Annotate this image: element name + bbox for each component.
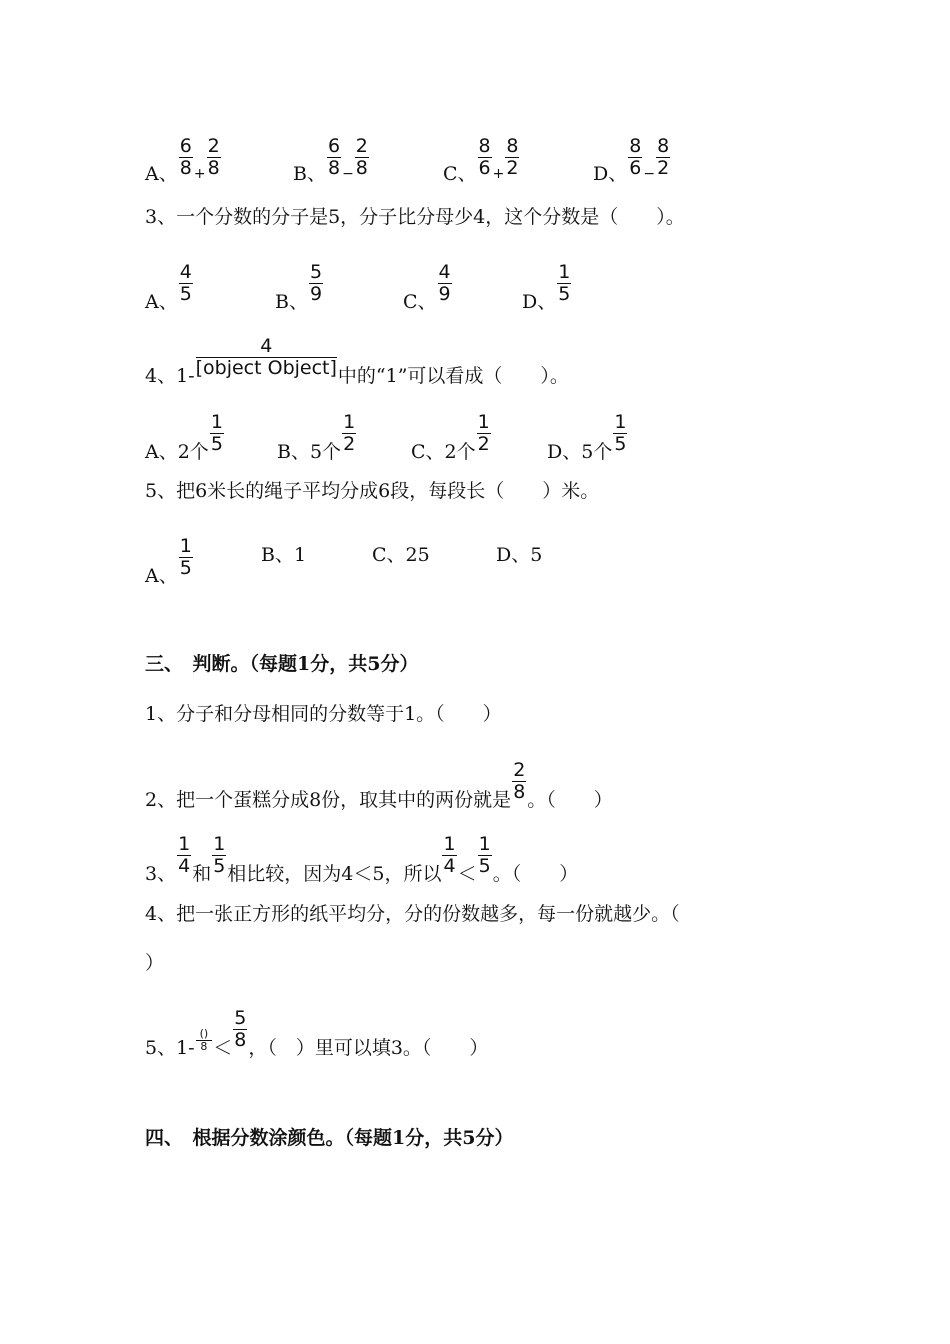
judge-4: 4、把一张正方形的纸平均分，分的份数越多，每一份就越少。（ bbox=[145, 903, 680, 925]
q3-question: 3、一个分数的分子是5，分子比分母少4，这个分数是（ ）。 bbox=[145, 206, 685, 228]
fraction: $\frac{1}{5}$ bbox=[558, 261, 571, 305]
q4-option-c[interactable]: C、2个 $\frac{1}{2}$ bbox=[411, 411, 490, 463]
fraction: $\frac{1}{2}$ bbox=[343, 411, 356, 455]
q4-option-d[interactable]: D、5个 $\frac{1}{5}$ bbox=[547, 411, 627, 463]
fraction: $\frac{6}{8}$ bbox=[179, 135, 192, 179]
q3-option-a[interactable]: A、 $\frac{4}{5}$ bbox=[145, 261, 192, 313]
q5-option-a[interactable]: A、 $\frac{1}{5}$ bbox=[145, 535, 192, 587]
judge-1: 1、分子和分母相同的分数等于1。（ ） bbox=[145, 703, 502, 725]
section3-title: 三、 判断。（每题1分，共5分） bbox=[145, 653, 419, 675]
fraction: $\frac{1}{5}$ bbox=[614, 411, 627, 455]
fraction: $\frac{1}{2}$ bbox=[477, 411, 490, 455]
fraction: $\frac{1}{5}$ bbox=[179, 535, 192, 579]
fraction: $\frac{4}{\text{[object Object]}}$ bbox=[195, 335, 337, 379]
fraction: $\frac{2}{8}$ bbox=[513, 759, 526, 803]
fraction: $\frac{2}{8}$ bbox=[207, 135, 220, 179]
q3-option-b[interactable]: B、 $\frac{5}{9}$ bbox=[275, 261, 323, 313]
fraction: $\frac{2}{8}$ bbox=[355, 135, 368, 179]
fraction: $\frac{()}{8}$ bbox=[196, 1028, 213, 1053]
q5-option-b[interactable]: B、1 bbox=[261, 544, 307, 566]
fraction: $\frac{1}{5}$ bbox=[213, 833, 226, 877]
judge-5: 5、1- $\frac{()}{8}$ ＜ $\frac{5}{8}$ ，（ ）里可以填3。（ ） bbox=[145, 1007, 489, 1059]
fraction: $\frac{8}{6}$ bbox=[629, 135, 642, 179]
judge-2: 2、把一个蛋糕分成8份，取其中的两份就是 $\frac{2}{8}$ 。（ ） bbox=[145, 759, 613, 811]
q2-option-d[interactable]: D、 $\frac{8}{6}$ − $\frac{8}{2}$ bbox=[593, 135, 670, 185]
fraction: $\frac{1}{5}$ bbox=[210, 411, 223, 455]
judge-4-cont: ） bbox=[145, 952, 165, 974]
q4-question: 4、1- $\frac{4}{\text{[object Object]}}$ 中的“1”可以看成（ ）。 bbox=[145, 335, 569, 387]
fraction: $\frac{5}{9}$ bbox=[309, 261, 323, 305]
fraction: $\frac{1}{4}$ bbox=[443, 833, 456, 877]
section4-title: 四、 根据分数涂颜色。（每题1分，共5分） bbox=[145, 1127, 514, 1149]
fraction: $\frac{4}{5}$ bbox=[179, 261, 192, 305]
fraction: $\frac{5}{8}$ bbox=[234, 1007, 247, 1051]
fraction: $\frac{1}{5}$ bbox=[478, 833, 491, 877]
q2-option-b[interactable]: B、 $\frac{6}{8}$ − $\frac{2}{8}$ bbox=[293, 135, 368, 185]
q5-option-d[interactable]: D、5 bbox=[496, 544, 543, 566]
q5-question: 5、把6米长的绳子平均分成6段，每段长（ ）米。 bbox=[145, 480, 600, 502]
q2-option-a[interactable]: A、 $\frac{6}{8}$ + $\frac{2}{8}$ bbox=[145, 135, 220, 185]
fraction: $\frac{4}{9}$ bbox=[438, 261, 451, 305]
fraction: $\frac{1}{4}$ bbox=[178, 833, 191, 877]
q5-option-c[interactable]: C、25 bbox=[372, 544, 430, 566]
q4-option-b[interactable]: B、5个 $\frac{1}{2}$ bbox=[277, 411, 356, 463]
fraction: $\frac{8}{2}$ bbox=[657, 135, 670, 179]
fraction: $\frac{6}{8}$ bbox=[327, 135, 341, 179]
q2-option-c[interactable]: C、 $\frac{8}{6}$ + $\frac{8}{2}$ bbox=[443, 135, 519, 185]
fraction: $\frac{8}{2}$ bbox=[506, 135, 519, 179]
q3-option-c[interactable]: C、 $\frac{4}{9}$ bbox=[403, 261, 451, 313]
q4-option-a[interactable]: A、2个 $\frac{1}{5}$ bbox=[145, 411, 223, 463]
judge-3: 3、 $\frac{1}{4}$ 和 $\frac{1}{5}$ 相比较，因为4＜5，所以 $\frac{1}{4}$ ＜ $\frac{1}{5}$ 。（ ） bbox=[145, 833, 579, 885]
fraction: $\frac{8}{6}$ bbox=[478, 135, 491, 179]
q3-option-d[interactable]: D、 $\frac{1}{5}$ bbox=[522, 261, 571, 313]
